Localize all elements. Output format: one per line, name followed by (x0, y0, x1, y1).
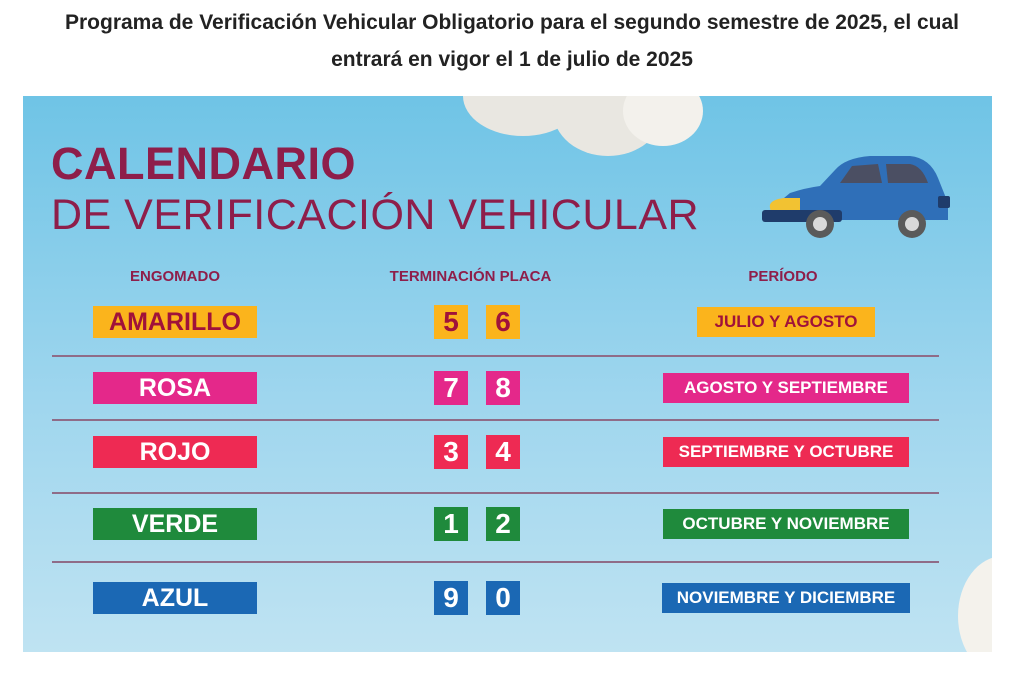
plate-digit: 0 (486, 581, 520, 615)
sticker-color-label: ROSA (93, 372, 257, 404)
verification-period: JULIO Y AGOSTO (697, 307, 875, 337)
verification-period: OCTUBRE Y NOVIEMBRE (663, 509, 909, 539)
row-divider (52, 492, 939, 494)
sticker-color-label: AMARILLO (93, 306, 257, 338)
plate-digit: 5 (434, 305, 468, 339)
sticker-color-label: ROJO (93, 436, 257, 468)
column-header-period: PERÍODO (748, 268, 818, 285)
sticker-color-label: AZUL (93, 582, 257, 614)
plate-digit: 9 (434, 581, 468, 615)
page-headline: Programa de Verificación Vehicular Obligatorio para el segundo semestre de 2025, el cual entrará en vigor el 1 de julio de 2025 (64, 11, 960, 71)
verification-calendar-banner (23, 96, 992, 652)
sticker-color-label: VERDE (93, 508, 257, 540)
verification-period: SEPTIEMBRE Y OCTUBRE (663, 437, 909, 467)
verification-period: AGOSTO Y SEPTIEMBRE (663, 373, 909, 403)
plate-digit: 6 (486, 305, 520, 339)
calendar-title: CALENDARIO (51, 138, 356, 189)
plate-digit: 8 (486, 371, 520, 405)
calendar-row (23, 96, 992, 652)
column-header-plate: TERMINACIÓN PLACA (389, 268, 552, 285)
column-header-sticker: ENGOMADO (130, 268, 220, 285)
verification-period: NOVIEMBRE Y DICIEMBRE (662, 583, 910, 613)
plate-digit: 2 (486, 507, 520, 541)
plate-digit: 1 (434, 507, 468, 541)
plate-digit: 4 (486, 435, 520, 469)
row-divider (52, 419, 939, 421)
row-divider (52, 355, 939, 357)
calendar-subtitle: DE VERIFICACIÓN VEHICULAR (51, 191, 700, 239)
plate-digit: 3 (434, 435, 468, 469)
plate-digit: 7 (434, 371, 468, 405)
row-divider (52, 561, 939, 563)
